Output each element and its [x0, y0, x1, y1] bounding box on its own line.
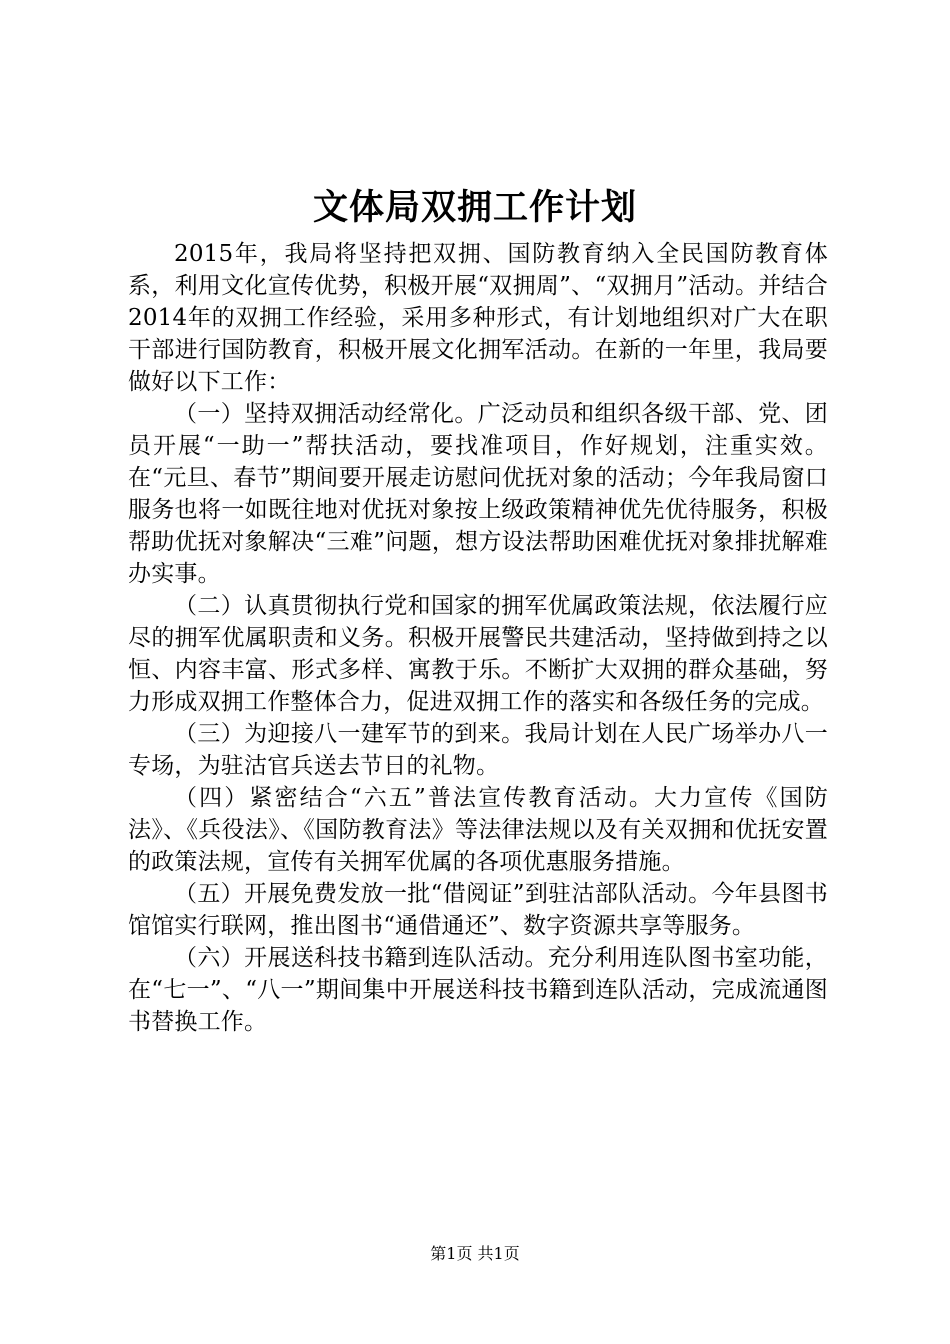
page-number-footer: 第1页 共1页	[430, 1244, 520, 1263]
item-paragraph-5: （五）开展免费发放一批“借阅证”到驻沽部队活动。今年县图书馆馆实行联网，推出图书“通借通还”、数字资源共享等服务。	[128, 881, 828, 939]
document-body	[128, 238, 828, 1038]
item-paragraph-3: （三）为迎接八一建军节的到来。我局计划在人民广场举办八一专场，为驻沽官兵送去节日的礼物。	[128, 721, 828, 779]
intro-paragraph: 2015年，我局将坚持把双拥、国防教育纳入全民国防教育体系，利用文化宣传优势，积极开展“双拥周”、“双拥月”活动。并结合2014年的双拥工作经验，采用多种形式，有计划地组织对广大在职干部进行国防教育，积极开展文化拥军活动。在新的一年里，我局要做好以下工作：	[128, 241, 828, 395]
item-paragraph-2: （二）认真贯彻执行党和国家的拥军优属政策法规，依法履行应尽的拥军优属职责和义务。积极开展警民共建活动，坚持做到持之以恒、内容丰富、形式多样、寓教于乐。不断扩大双拥的群众基础，努力形成双拥工作整体合力，促进双拥工作的落实和各级任务的完成。	[128, 593, 828, 715]
item-paragraph-4: （四）紧密结合“六五”普法宣传教育活动。大力宣传《国防法》、《兵役法》、《国防教育法》等法律法规以及有关双拥和优抚安置的政策法规，宣传有关拥军优属的各项优惠服务措施。	[128, 785, 828, 875]
item-paragraph-6: （六）开展送科技书籍到连队活动。充分利用连队图书室功能，在“七一”、“八一”期间集中开展送科技书籍到连队活动，完成流通图书替换工作。	[128, 945, 828, 1035]
item-paragraph-1: （一）坚持双拥活动经常化。广泛动员和组织各级干部、党、团员开展“一助一”帮扶活动，要找准项目，作好规划，注重实效。在“元旦、春节”期间要开展走访慰问优抚对象的活动；今年我局窗口服务也将一如既往地对优抚对象按上级政策精神优先优待服务，积极帮助优抚对象解决“三难”问题，想方设法帮助困难优抚对象排扰解难办实事。	[128, 401, 828, 587]
document-title: 文体局双拥工作计划	[312, 187, 637, 228]
